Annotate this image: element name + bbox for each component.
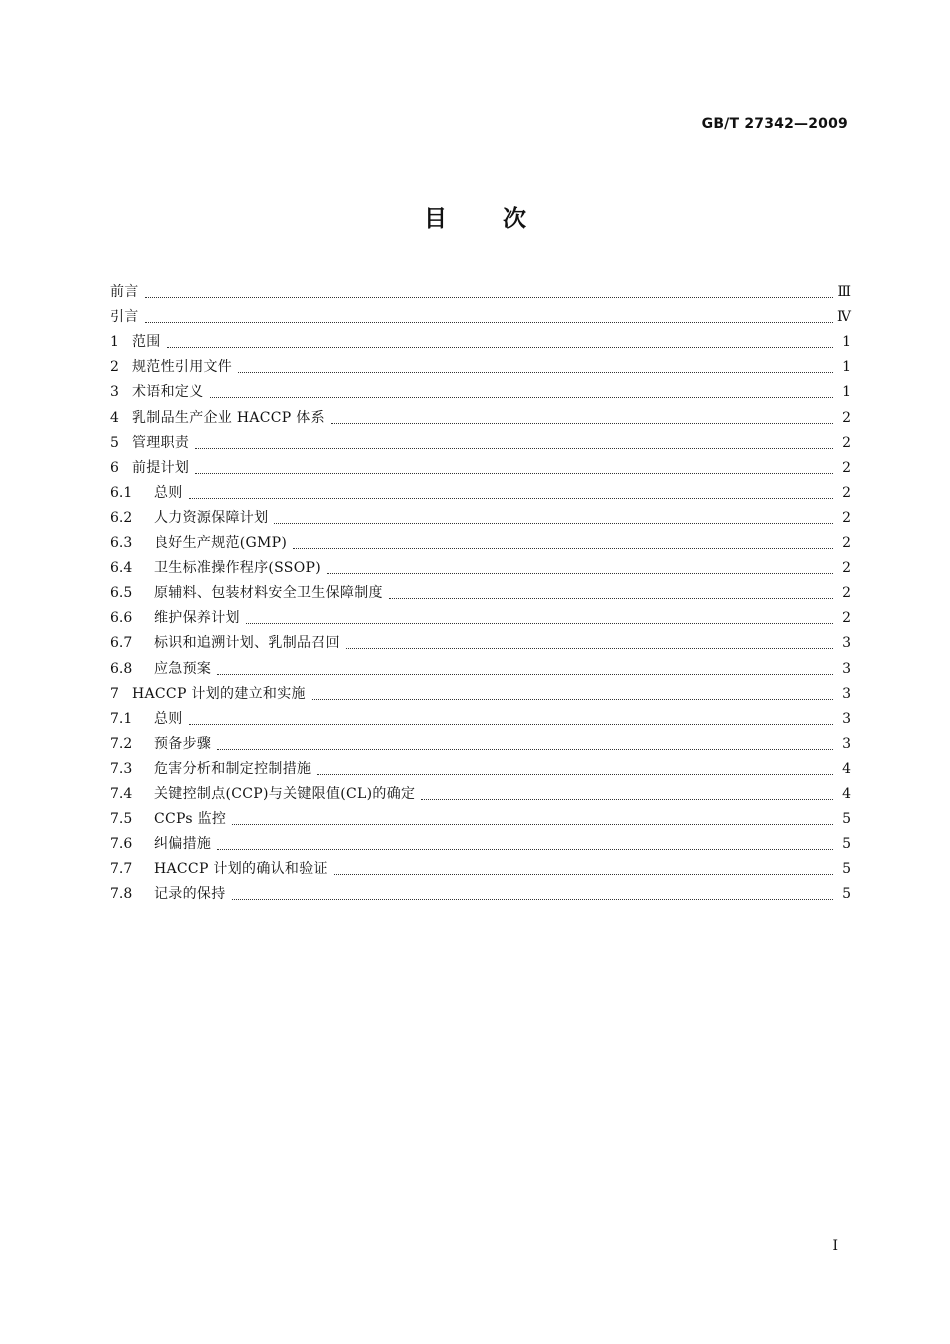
toc-entry-number: 6 [110,459,119,476]
toc-entry[interactable] [110,402,851,427]
toc-entry[interactable] [110,779,851,804]
toc-entry-label: 标识和追溯计划、乳制品召回 [154,635,340,652]
toc-dot-leader [210,396,834,398]
toc-entry-number: 7.6 [110,836,133,853]
toc-entry-page: 2 [842,585,851,602]
toc-entry-number: 7.3 [110,760,133,777]
toc-entry-label: 术语和定义 [132,384,204,401]
toc-entry[interactable] [110,754,851,779]
toc-dot-leader [145,321,833,323]
toc-entry-number: 6.7 [110,635,133,652]
toc-entry-label: HACCP 计划的建立和实施 [132,685,306,702]
toc-entry-number: 6.8 [110,660,133,677]
toc-entry-page: 2 [842,459,851,476]
toc-entry[interactable] [110,503,851,528]
toc-entry-number: 3 [110,384,119,401]
toc-entry-page: 3 [842,685,851,702]
toc-entry[interactable] [110,352,851,377]
toc-entry-label: 管理职责 [132,434,190,451]
toc-title-char-2: 次 [503,206,526,232]
toc-dot-leader [217,848,833,850]
toc-entry[interactable] [110,377,851,402]
toc-entry[interactable] [110,428,851,453]
toc-entry-page: 2 [842,560,851,577]
toc-entry-number: 7.7 [110,861,133,878]
toc-entry[interactable] [110,553,851,578]
toc-entry-label: CCPs 监控 [154,811,227,828]
toc-entry-page: 2 [842,509,851,526]
toc-entry-label: 原辅料、包装材料安全卫生保障制度 [154,585,383,602]
toc-entry-number: 7.8 [110,886,133,903]
toc-dot-leader [293,547,833,549]
toc-dot-leader [421,798,833,800]
toc-entry-label: 引言 [110,309,139,326]
toc-entry[interactable] [110,879,851,904]
toc-entry[interactable] [110,653,851,678]
toc-entry[interactable] [110,277,851,302]
toc-entry-page: 5 [842,811,851,828]
table-of-contents [110,277,851,904]
toc-entry-label: 乳制品生产企业 HACCP 体系 [132,409,325,426]
toc-entry-page: 2 [842,434,851,451]
toc-entry-label: 总则 [154,484,183,501]
toc-dot-leader [327,572,833,574]
toc-entry-page: 5 [842,861,851,878]
toc-dot-leader [312,698,833,700]
toc-entry-number: 7.1 [110,710,133,727]
toc-entry[interactable] [110,804,851,829]
toc-title-char-1: 目 [424,206,447,232]
toc-entry-number: 6.2 [110,509,133,526]
toc-entry-page: 1 [842,384,851,401]
toc-entry-number: 7.5 [110,811,133,828]
toc-dot-leader [232,898,834,900]
standard-code: GB/T 27342—2009 [701,116,848,132]
toc-entry[interactable] [110,578,851,603]
toc-entry-label: 纠偏措施 [154,836,212,853]
toc-entry-number: 6.1 [110,484,133,501]
toc-entry-number: 2 [110,359,119,376]
toc-entry-number: 7 [110,685,119,702]
toc-entry-page: 4 [842,785,851,802]
toc-entry[interactable] [110,829,851,854]
toc-entry-number: 7.4 [110,785,133,802]
toc-entry-label: 预备步骤 [154,735,212,752]
toc-entry-page: Ⅳ [837,309,851,326]
toc-entry-page: 1 [842,334,851,351]
toc-dot-leader [346,647,833,649]
toc-entry-label: 卫生标准操作程序(SSOP) [154,560,321,577]
page-number: I [832,1238,838,1254]
toc-entry[interactable] [110,603,851,628]
toc-dot-leader [195,472,833,474]
toc-entry-page: 2 [842,484,851,501]
toc-entry[interactable] [110,327,851,352]
toc-entry-label: 范围 [132,334,161,351]
toc-entry-page: 3 [842,710,851,727]
toc-entry[interactable] [110,704,851,729]
toc-entry-page: 3 [842,735,851,752]
toc-entry-number: 7.2 [110,735,133,752]
toc-entry[interactable] [110,854,851,879]
toc-dot-leader [246,622,833,624]
toc-entry-label: 良好生产规范(GMP) [154,535,288,552]
toc-dot-leader [334,873,833,875]
toc-entry-page: 5 [842,886,851,903]
toc-entry-number: 6.3 [110,535,133,552]
toc-entry-page: 5 [842,836,851,853]
toc-dot-leader [331,422,833,424]
toc-dot-leader [167,346,833,348]
toc-entry[interactable] [110,528,851,553]
toc-dot-leader [389,597,833,599]
toc-dot-leader [217,673,833,675]
toc-entry-number: 4 [110,409,119,426]
toc-dot-leader [189,723,833,725]
toc-entry[interactable] [110,453,851,478]
toc-entry-number: 6.4 [110,560,133,577]
toc-entry-page: 3 [842,635,851,652]
toc-entry-page: 4 [842,760,851,777]
toc-entry[interactable] [110,729,851,754]
toc-entry-label: HACCP 计划的确认和验证 [154,861,328,878]
toc-entry-page: 2 [842,409,851,426]
toc-entry-number: 6.6 [110,610,133,627]
toc-entry-label: 规范性引用文件 [132,359,233,376]
toc-entry-page: 1 [842,359,851,376]
toc-dot-leader [317,773,833,775]
toc-dot-leader [238,371,833,373]
toc-entry-page: Ⅲ [837,284,851,301]
toc-entry-page: 2 [842,610,851,627]
toc-dot-leader [145,296,833,298]
toc-dot-leader [189,497,833,499]
toc-dot-leader [217,748,833,750]
toc-entry-label: 关键控制点(CCP)与关键限值(CL)的确定 [154,785,416,802]
toc-entry-label: 总则 [154,710,183,727]
toc-entry-number: 1 [110,334,119,351]
toc-entry-label: 维护保养计划 [154,610,240,627]
toc-entry-number: 6.5 [110,585,133,602]
toc-entry-label: 记录的保持 [154,886,226,903]
toc-entry-label: 前言 [110,284,139,301]
toc-entry[interactable] [110,302,851,327]
toc-entry[interactable] [110,478,851,503]
toc-dot-leader [232,823,833,825]
toc-entry-label: 应急预案 [154,660,212,677]
toc-dot-leader [274,522,833,524]
toc-entry-label: 人力资源保障计划 [154,509,269,526]
toc-entry-page: 3 [842,660,851,677]
toc-dot-leader [195,447,833,449]
toc-entry-number: 5 [110,434,119,451]
toc-title [0,200,950,233]
toc-entry[interactable] [110,628,851,653]
toc-entry-label: 前提计划 [132,459,190,476]
toc-entry-label: 危害分析和制定控制措施 [154,760,312,777]
toc-entry[interactable] [110,679,851,704]
toc-entry-page: 2 [842,535,851,552]
